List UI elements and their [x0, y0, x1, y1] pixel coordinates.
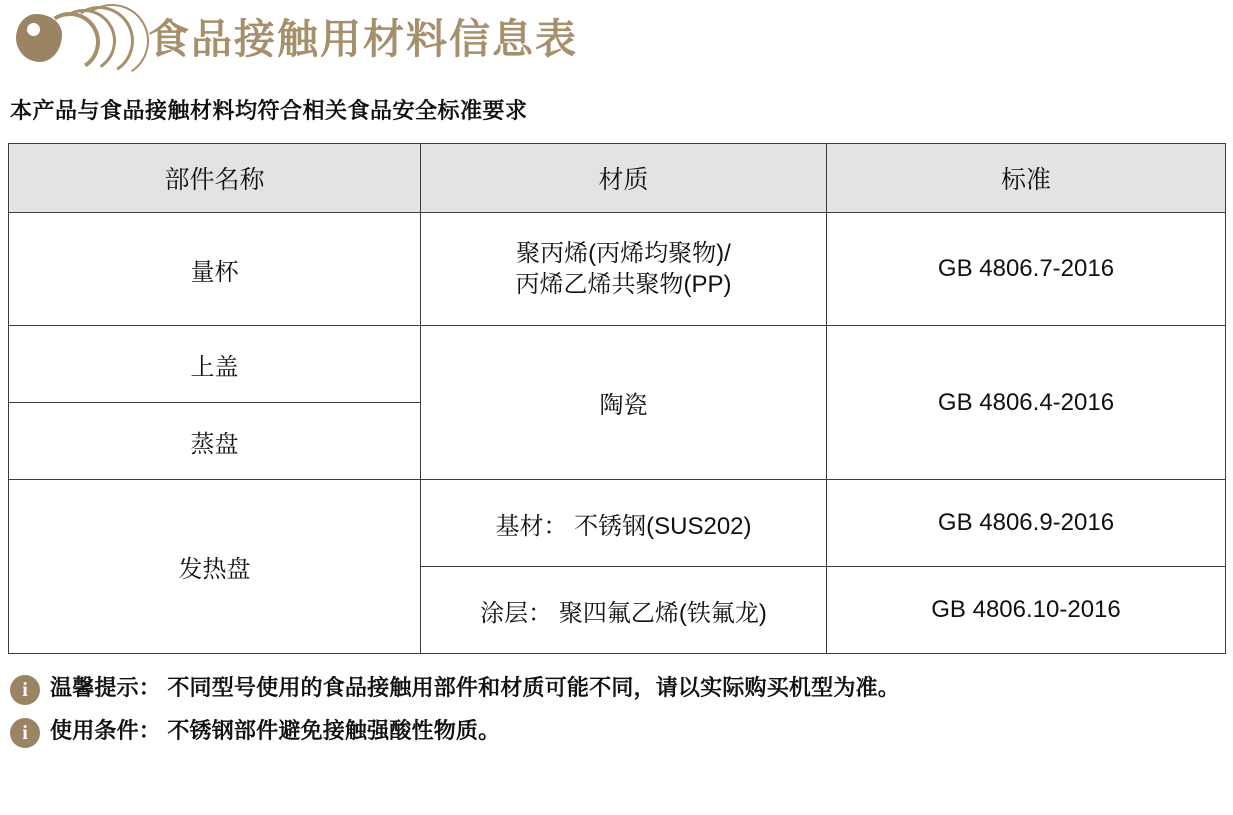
- column-header-part: 部件名称: [9, 144, 421, 213]
- material-info-table: [8, 143, 1226, 654]
- cell-part-measuring-cup: 量杯: [9, 213, 421, 326]
- cell-standard-48067: GB 4806.7-2016: [827, 213, 1226, 326]
- note-item: [10, 715, 1225, 748]
- material-line-1: 聚丙烯(丙烯均聚物)/: [516, 239, 731, 267]
- table-row: [9, 326, 1226, 403]
- brand-arc-icon: [12, 8, 134, 70]
- cell-material-ptfe-coating: 涂层： 聚四氟乙烯(铁氟龙): [421, 567, 827, 654]
- page-subtitle: 本产品与食品接触材料均符合相关食品安全标准要求: [10, 98, 528, 123]
- notes-section: [10, 672, 1225, 748]
- cell-material-pp: [421, 213, 827, 326]
- cell-part-steam-tray: 蒸盘: [9, 403, 421, 480]
- table-row: [9, 480, 1226, 567]
- column-header-standard: 标准: [827, 144, 1226, 213]
- cell-material-stainless-base: 基材： 不锈钢(SUS202): [421, 480, 827, 567]
- table-header-row: [9, 144, 1226, 213]
- page-header: [8, 0, 1225, 78]
- note-item: [10, 672, 1225, 705]
- info-icon: i: [10, 675, 40, 705]
- note-text-tip: 温馨提示： 不同型号使用的食品接触用部件和材质可能不同，请以实际购买机型为准。: [50, 675, 900, 700]
- table-row: [9, 213, 1226, 326]
- cell-standard-48064: GB 4806.4-2016: [827, 326, 1226, 480]
- cell-part-lid: 上盖: [9, 326, 421, 403]
- cell-material-ceramic: 陶瓷: [421, 326, 827, 480]
- cell-standard-480610: GB 4806.10-2016: [827, 567, 1226, 654]
- cell-standard-48069: GB 4806.9-2016: [827, 480, 1226, 567]
- note-text-usage: 使用条件： 不锈钢部件避免接触强酸性物质。: [50, 718, 501, 743]
- info-icon: i: [10, 718, 40, 748]
- column-header-material: 材质: [421, 144, 827, 213]
- cell-part-heating-plate: 发热盘: [9, 480, 421, 654]
- material-line-2: 丙烯乙烯共聚物(PP): [515, 271, 732, 298]
- page-title: 食品接触用材料信息表: [148, 15, 578, 62]
